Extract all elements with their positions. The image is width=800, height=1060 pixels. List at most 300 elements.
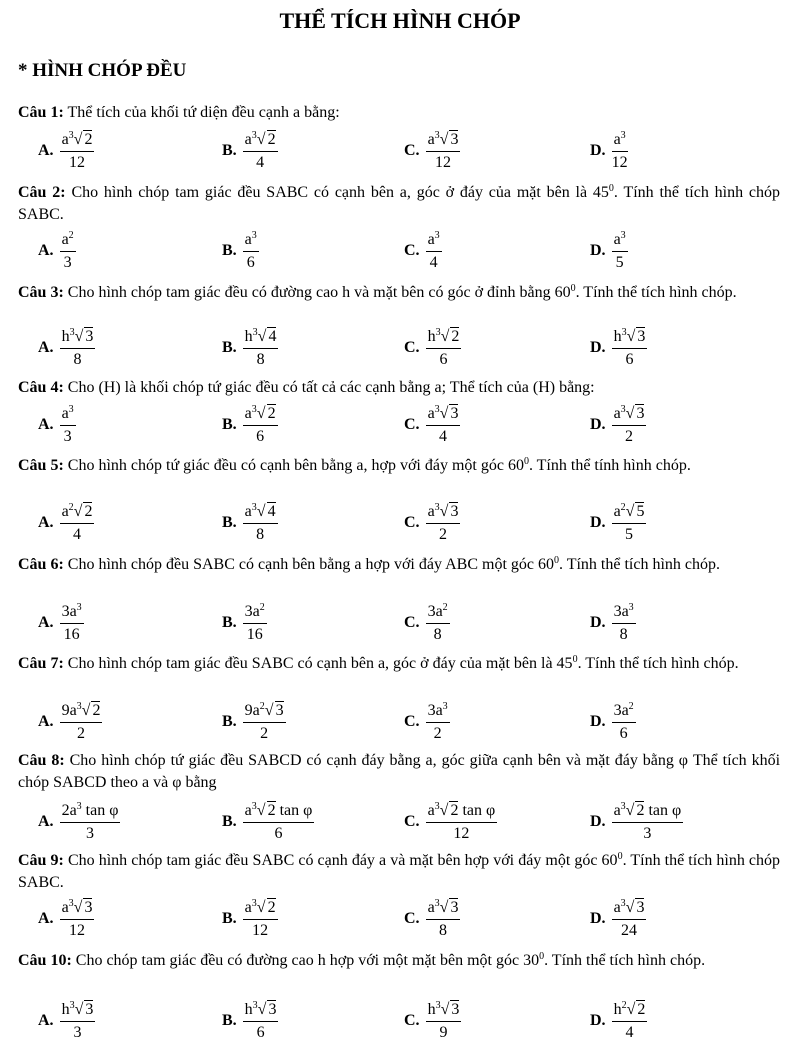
numerator — [612, 328, 648, 349]
radicand: 3 — [636, 898, 645, 916]
exponent: 3 — [252, 999, 258, 1011]
answer-option[interactable] — [222, 998, 278, 1044]
exponent: 2 — [259, 601, 265, 613]
option-letter: A. — [38, 713, 54, 730]
sqrt-icon: √ — [626, 1000, 636, 1018]
option-letter: C. — [404, 339, 420, 356]
denominator: 8 — [256, 350, 265, 368]
fraction — [612, 603, 636, 644]
answer-option[interactable] — [590, 799, 683, 845]
fraction — [60, 702, 103, 743]
answer-option[interactable] — [38, 699, 102, 745]
numerator — [243, 405, 278, 426]
numerator — [612, 131, 628, 152]
fraction — [60, 328, 96, 369]
radicand: 3 — [451, 1000, 460, 1018]
numerator-text: a — [427, 230, 435, 248]
exponent: 3 — [434, 403, 440, 415]
answer-option[interactable] — [38, 799, 120, 845]
question-text-tail: . Tính thể tích hình chóp. — [558, 556, 720, 573]
numerator — [60, 328, 96, 349]
option-letter: C. — [404, 713, 420, 730]
answer-option[interactable] — [38, 402, 76, 448]
option-letter: C. — [404, 813, 420, 830]
denominator: 12 — [69, 921, 85, 939]
exponent: 2 — [68, 501, 74, 513]
exponent: 3 — [76, 800, 82, 812]
answer-option[interactable] — [590, 699, 636, 745]
sqrt-icon: √ — [439, 801, 449, 819]
sqrt-icon: √ — [625, 801, 635, 819]
exponent: 3 — [76, 601, 82, 613]
question-text: Cho chóp tam giác đều có đường cao h hợp với một mặt bên một góc 30 — [75, 952, 540, 969]
denominator: 12 — [435, 153, 451, 171]
numerator — [426, 405, 461, 426]
question-label: Câu 2: — [18, 184, 66, 201]
sqrt-icon: √ — [625, 898, 635, 916]
fraction — [243, 899, 278, 940]
numerator — [243, 603, 267, 624]
fraction — [60, 802, 121, 843]
answer-option[interactable] — [222, 228, 259, 274]
exponent: 3 — [628, 601, 634, 613]
answer-option[interactable] — [222, 128, 278, 174]
numerator-text: 3a — [427, 701, 443, 719]
denominator: 4 — [73, 525, 81, 543]
denominator: 3 — [63, 427, 72, 445]
denominator: 2 — [77, 724, 85, 742]
option-letter: D. — [590, 339, 606, 356]
radicand: 4 — [267, 502, 276, 520]
fraction — [426, 802, 498, 843]
question-8 — [18, 750, 780, 794]
sqrt-icon: √ — [440, 1000, 450, 1018]
exponent: 3 — [251, 501, 257, 513]
answer-option[interactable] — [404, 699, 450, 745]
denominator: 6 — [246, 253, 255, 271]
fraction — [612, 802, 684, 843]
option-letter: B. — [222, 416, 237, 433]
numerator-text: a — [427, 404, 435, 422]
question-10 — [18, 950, 780, 972]
numerator-text: a — [61, 502, 69, 520]
sqrt-icon: √ — [264, 701, 274, 719]
exponent: 2 — [621, 999, 627, 1011]
option-letter: B. — [222, 142, 237, 159]
numerator — [426, 1001, 462, 1022]
numerator-text: h — [244, 327, 253, 345]
exponent: 2 — [442, 601, 448, 613]
degree-mark: 0 — [553, 555, 559, 566]
exponent: 3 — [435, 999, 441, 1011]
page-title: THỂ TÍCH HÌNH CHÓP — [279, 8, 521, 33]
answer-option[interactable] — [38, 128, 94, 174]
denominator: 3 — [73, 1023, 82, 1041]
radicand: 2 — [451, 327, 460, 345]
numerator-text: 9a — [244, 701, 260, 719]
answer-option[interactable] — [404, 896, 460, 942]
fraction — [612, 702, 636, 743]
numerator-text: 3a — [244, 602, 260, 620]
question-label: Câu 6: — [18, 556, 64, 573]
exponent: 3 — [252, 326, 258, 338]
option-letter: B. — [222, 514, 237, 531]
question-text-tail: . Tính thể tích hình chóp SABC. — [18, 852, 781, 891]
answer-option[interactable] — [222, 699, 286, 745]
exponent: 2 — [259, 700, 265, 712]
answer-option[interactable] — [222, 896, 278, 942]
exponent: 3 — [251, 800, 257, 812]
exponent: 3 — [434, 897, 440, 909]
fraction — [426, 328, 462, 369]
exponent: 3 — [620, 800, 626, 812]
option-letter: C. — [404, 242, 420, 259]
fraction — [426, 503, 461, 544]
radicand: 2 — [267, 130, 276, 148]
answer-option[interactable] — [590, 402, 646, 448]
exponent: 3 — [251, 229, 257, 241]
option-letter: A. — [38, 242, 54, 259]
numerator-text: h — [244, 1000, 253, 1018]
numerator — [426, 328, 462, 349]
option-letter: C. — [404, 142, 420, 159]
numerator-text: h — [61, 327, 70, 345]
answer-option[interactable] — [404, 402, 460, 448]
denominator: 4 — [256, 153, 265, 171]
fraction — [612, 899, 647, 940]
denominator: 12 — [69, 153, 85, 171]
denominator: 12 — [453, 824, 470, 842]
answer-option[interactable] — [38, 228, 76, 274]
question-text: Cho (H) là khối chóp tứ giác đều có tất cả các cạnh bằng a; Thể tích của (H) bằng: — [67, 379, 595, 396]
option-letter: A. — [38, 1012, 54, 1029]
option-letter: A. — [38, 339, 54, 356]
fraction — [426, 1001, 462, 1042]
denominator: 6 — [256, 1023, 265, 1041]
denominator: 5 — [625, 525, 633, 543]
sqrt-icon: √ — [81, 701, 91, 719]
degree-mark: 0 — [570, 283, 576, 294]
radicand: 4 — [268, 327, 277, 345]
radicand: 3 — [450, 898, 459, 916]
numerator — [243, 1001, 279, 1022]
numerator — [426, 503, 461, 524]
exponent: 3 — [620, 129, 626, 141]
answer-option[interactable] — [38, 500, 94, 546]
answer-option[interactable] — [590, 128, 628, 174]
radicand: 2 — [84, 502, 93, 520]
numerator-text: a — [244, 130, 252, 148]
denominator: 8 — [433, 625, 442, 643]
exponent: 3 — [434, 800, 440, 812]
answer-option[interactable] — [38, 896, 94, 942]
option-letter: A. — [38, 813, 54, 830]
fraction — [612, 405, 647, 446]
exponent: 3 — [620, 403, 626, 415]
numerator — [60, 405, 76, 426]
numerator — [60, 899, 95, 920]
option-letter: D. — [590, 1012, 606, 1029]
numerator-text: tan φ — [458, 801, 496, 819]
numerator-text: a — [427, 502, 435, 520]
question-text-tail: . Tính thể tích hình chóp. — [544, 952, 706, 969]
numerator — [243, 899, 278, 920]
question-6 — [18, 554, 780, 576]
radicand: 3 — [85, 1000, 94, 1018]
sqrt-icon: √ — [625, 502, 635, 520]
numerator — [60, 802, 121, 823]
numerator-text: tan φ — [644, 801, 682, 819]
numerator-text: a — [244, 801, 252, 819]
fraction — [426, 131, 461, 172]
fraction — [243, 231, 259, 272]
answer-option[interactable] — [38, 325, 95, 371]
answer-option[interactable] — [404, 500, 460, 546]
numerator — [426, 899, 461, 920]
fraction — [243, 802, 315, 843]
answer-option[interactable] — [404, 228, 442, 274]
numerator — [60, 503, 95, 524]
numerator-text: a — [427, 898, 435, 916]
sqrt-icon: √ — [257, 327, 267, 345]
option-letter: D. — [590, 142, 606, 159]
denominator: 6 — [625, 350, 634, 368]
numerator — [612, 702, 636, 723]
fraction — [426, 702, 450, 743]
answer-option[interactable] — [404, 325, 461, 371]
radicand: 3 — [637, 327, 646, 345]
question-text-tail: . Tính thể tích hình chóp SABC. — [18, 184, 781, 223]
numerator — [243, 131, 278, 152]
numerator-text: a — [244, 404, 252, 422]
exponent: 3 — [434, 129, 440, 141]
answer-option[interactable] — [590, 500, 646, 546]
sqrt-icon: √ — [439, 404, 449, 422]
numerator-text: a — [61, 898, 69, 916]
radicand: 2 — [267, 898, 276, 916]
option-letter: B. — [222, 339, 237, 356]
option-letter: A. — [38, 614, 54, 631]
numerator — [60, 702, 103, 723]
question-label: Câu 7: — [18, 655, 64, 672]
denominator: 4 — [429, 253, 438, 271]
sqrt-icon: √ — [256, 502, 266, 520]
numerator-text: 3a — [613, 701, 629, 719]
numerator-text: tan φ — [275, 801, 313, 819]
numerator-text: a — [244, 502, 252, 520]
degree-mark: 0 — [539, 951, 545, 962]
answer-option[interactable] — [222, 500, 278, 546]
answer-option[interactable] — [222, 325, 278, 371]
sqrt-icon: √ — [256, 130, 266, 148]
fraction — [60, 131, 95, 172]
numerator-text: a — [61, 230, 69, 248]
answer-option[interactable] — [590, 896, 646, 942]
answer-option[interactable] — [404, 799, 497, 845]
numerator-text: 3a — [427, 602, 443, 620]
radicand: 3 — [84, 898, 93, 916]
option-letter: D. — [590, 242, 606, 259]
denominator: 8 — [439, 921, 447, 939]
answer-option[interactable] — [590, 228, 628, 274]
denominator: 4 — [625, 1023, 634, 1041]
section-title: * HÌNH CHÓP ĐỀU — [18, 60, 187, 81]
exponent: 3 — [69, 999, 75, 1011]
denominator: 3 — [86, 824, 94, 842]
answer-option[interactable] — [222, 402, 278, 448]
numerator — [426, 231, 442, 252]
numerator — [60, 603, 84, 624]
option-letter: B. — [222, 614, 237, 631]
numerator-text: 3a — [61, 602, 77, 620]
question-text: Thể tích của khối tứ diện đều cạnh a bằng: — [67, 104, 340, 121]
numerator-text: 3a — [613, 602, 629, 620]
question-text: Cho hình chóp tứ giác đều SABCD có cạnh đáy bằng a, góc giữa cạnh bên và mặt đáy bằng φ Thể tích khối chóp SABCD theo a và φ bằng — [18, 752, 781, 791]
numerator — [426, 702, 450, 723]
numerator-text: a — [61, 404, 69, 422]
exponent: 3 — [251, 897, 257, 909]
numerator — [243, 702, 286, 723]
exponent: 2 — [68, 229, 74, 241]
fraction — [243, 131, 278, 172]
numerator — [243, 231, 259, 252]
exponent: 2 — [620, 501, 626, 513]
answer-option[interactable] — [404, 998, 461, 1044]
sqrt-icon: √ — [439, 898, 449, 916]
fraction — [243, 702, 286, 743]
denominator: 5 — [615, 253, 624, 271]
sqrt-icon: √ — [73, 898, 83, 916]
denominator: 12 — [252, 921, 269, 939]
numerator-text: 2a — [61, 801, 77, 819]
exponent: 2 — [628, 700, 634, 712]
answer-option[interactable] — [590, 600, 636, 646]
sqrt-icon: √ — [256, 801, 266, 819]
sqrt-icon: √ — [439, 502, 449, 520]
fraction — [243, 503, 278, 544]
fraction — [426, 603, 450, 644]
numerator-text: h — [427, 1000, 436, 1018]
option-letter: A. — [38, 514, 54, 531]
numerator-text: h — [427, 327, 436, 345]
radicand: 2 — [450, 801, 459, 819]
answer-option[interactable] — [404, 600, 450, 646]
sqrt-icon: √ — [257, 1000, 267, 1018]
degree-mark: 0 — [608, 183, 614, 194]
question-9 — [18, 850, 780, 894]
answer-option[interactable] — [222, 799, 314, 845]
exponent: 3 — [620, 897, 626, 909]
denominator: 3 — [63, 253, 72, 271]
option-letter: B. — [222, 813, 237, 830]
option-letter: C. — [404, 416, 420, 433]
sqrt-icon: √ — [256, 404, 266, 422]
radicand: 2 — [636, 801, 645, 819]
radicand: 2 — [92, 701, 101, 719]
question-1 — [18, 102, 780, 124]
radicand: 3 — [275, 701, 284, 719]
radicand: 3 — [85, 327, 94, 345]
question-text-tail: . Tính thể tính hình chóp. — [528, 457, 691, 474]
degree-mark: 0 — [617, 851, 623, 862]
question-label: Câu 8: — [18, 752, 65, 769]
question-label: Câu 1: — [18, 104, 64, 121]
fraction — [60, 603, 84, 644]
question-text: Cho hình chóp tam giác đều SABC có cạnh đáy a và mặt bên hợp với đáy một góc 60 — [67, 852, 618, 869]
denominator: 6 — [619, 724, 628, 742]
option-letter: A. — [38, 142, 54, 159]
question-label: Câu 9: — [18, 852, 64, 869]
answer-option[interactable] — [38, 998, 95, 1044]
question-3 — [18, 282, 780, 304]
option-letter: C. — [404, 614, 420, 631]
option-letter: D. — [590, 713, 606, 730]
radicand: 5 — [636, 502, 645, 520]
sqrt-icon: √ — [626, 327, 636, 345]
degree-mark: 0 — [523, 456, 529, 467]
answer-option[interactable] — [222, 600, 267, 646]
sqrt-icon: √ — [73, 502, 83, 520]
denominator: 8 — [256, 525, 265, 543]
answer-option[interactable] — [404, 128, 460, 174]
numerator-text: a — [61, 130, 69, 148]
fraction — [612, 231, 628, 272]
sqrt-icon: √ — [74, 327, 84, 345]
fraction — [243, 328, 279, 369]
option-letter: D. — [590, 813, 606, 830]
fraction — [60, 231, 76, 272]
numerator-text: a — [613, 404, 621, 422]
fraction — [243, 1001, 279, 1042]
denominator: 2 — [439, 525, 447, 543]
answer-option[interactable] — [590, 998, 647, 1044]
radicand: 3 — [268, 1000, 277, 1018]
denominator: 6 — [439, 350, 448, 368]
question-text-tail: . Tính thể tích hình chóp. — [575, 284, 737, 301]
fraction — [426, 899, 461, 940]
numerator — [426, 603, 450, 624]
exponent: 3 — [434, 501, 440, 513]
radicand: 2 — [84, 130, 93, 148]
radicand: 2 — [267, 801, 276, 819]
numerator-text: a — [613, 130, 621, 148]
numerator — [243, 328, 279, 349]
question-5 — [18, 455, 780, 477]
radicand: 3 — [450, 502, 459, 520]
exponent: 3 — [621, 326, 627, 338]
question-text-tail: . Tính thể tích hình chóp. — [577, 655, 739, 672]
denominator: 12 — [611, 153, 628, 171]
denominator: 4 — [439, 427, 447, 445]
sqrt-icon: √ — [625, 404, 635, 422]
sqrt-icon: √ — [73, 130, 83, 148]
radicand: 2 — [637, 1000, 646, 1018]
question-label: Câu 3: — [18, 284, 64, 301]
denominator: 16 — [246, 625, 263, 643]
fraction — [612, 131, 628, 172]
numerator-text: h — [613, 327, 622, 345]
numerator — [243, 503, 278, 524]
answer-option[interactable] — [38, 600, 84, 646]
answer-option[interactable] — [590, 325, 647, 371]
degree-mark: 0 — [572, 654, 578, 665]
sqrt-icon: √ — [440, 327, 450, 345]
numerator — [612, 899, 647, 920]
option-letter: B. — [222, 910, 237, 927]
radicand: 3 — [450, 404, 459, 422]
fraction — [243, 603, 267, 644]
numerator — [426, 802, 498, 823]
